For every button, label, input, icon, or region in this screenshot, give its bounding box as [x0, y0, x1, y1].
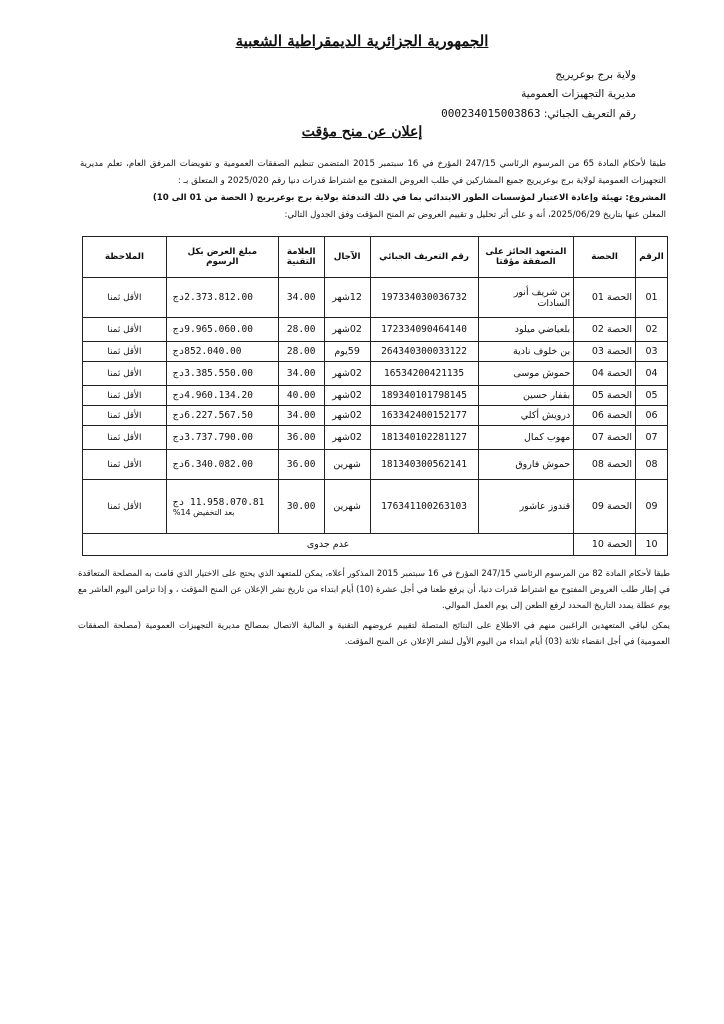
cell-number: 01: [636, 278, 668, 318]
cell-fiscal-id: 264340300033122: [370, 342, 478, 362]
fiscal-id-number: 000234015003863: [441, 107, 541, 120]
cell-offer-amount: [166, 426, 278, 450]
cell-offer-amount: [166, 318, 278, 342]
cell-contractor: بلعياضي ميلود: [478, 318, 574, 342]
cell-number: 08: [636, 450, 668, 480]
offer-amount-value: 4.960.134.20دج: [172, 390, 253, 401]
cell-contractor: حموش فاروق: [478, 450, 574, 480]
cell-fiscal-id: 172334090464140: [370, 318, 478, 342]
table-row: [83, 362, 668, 386]
offer-amount-value: 852.040.00دج: [172, 346, 242, 357]
cell-remark: الأقل ثمنا: [83, 278, 167, 318]
cell-deadline: 59يوم: [324, 342, 370, 362]
cell-lot: الحصة 03: [574, 342, 636, 362]
cell-technical-score: 36.00: [278, 450, 324, 480]
table-row: [83, 480, 668, 534]
republic-heading: الجمهورية الجزائرية الديمقراطية الشعبية: [235, 32, 489, 50]
cell-remark: الأقل ثمنا: [83, 426, 167, 450]
cell-deadline: شهرين: [324, 450, 370, 480]
cell-fiscal-id: 181340300562141: [370, 450, 478, 480]
header-deadline: الآجال: [324, 237, 370, 278]
project-line: المشروع: تهيئة وإعادة الاعتبار لمؤسسات الطور الابتدائي بما في ذلك التدفئة بولاية برج بوعريريج ( الحصة من 01 الى 10): [152, 193, 666, 203]
header-contractor: المتعهد الحائز على الصفقة مؤقتا: [478, 237, 574, 278]
appeal-paragraph: طبقا لأحكام المادة 82 من المرسوم الرئاسي 247/15 المؤرخ في 16 سبتمبر 2015 المذكور أعلاه، يمكن للمتعهد الذي يحتج على الاختيار الذي قامت به المصلحة المتعاقدة في إطار طلب العروض المفتوح مع اشتراط قدرات دنيا، أن يرفع طعنا في أجل عشرة (10) أيام ابتداء من تاريخ نشر الإعلان عن المنح المؤقت ، و إذا تزامن اليوم العاشر مع يوم عطلة يمدد التاريخ المحدد لرفع الطعن إلى يوم العمل الموالي.: [78, 568, 670, 610]
cell-contractor: بقفار حسين: [478, 386, 574, 406]
cell-lot: الحصة 10: [574, 534, 636, 556]
cell-offer-amount: [166, 278, 278, 318]
table-row: [83, 426, 668, 450]
cell-contractor: قندوز عاشور: [478, 480, 574, 534]
fiscal-id-label: رقم التعريف الجبائي:: [543, 108, 636, 120]
cell-deadline: 02شهر: [324, 386, 370, 406]
cell-remark: الأقل ثمنا: [83, 342, 167, 362]
offer-amount-value: 6.227.567.50دج: [172, 410, 253, 421]
cell-remark: الأقل ثمنا: [83, 362, 167, 386]
cell-number: 04: [636, 362, 668, 386]
offer-amount-value: 9.965.060.00دج: [172, 324, 253, 335]
wilaya-line: ولاية برج بوعريريج: [555, 69, 636, 81]
table-row: [83, 386, 668, 406]
cell-fiscal-id: 197334030036732: [370, 278, 478, 318]
cell-deadline: 02شهر: [324, 426, 370, 450]
cell-remark: الأقل ثمنا: [83, 318, 167, 342]
cell-fiscal-id: 176341100263103: [370, 480, 478, 534]
table-row: [83, 318, 668, 342]
cell-deadline: 12شهر: [324, 278, 370, 318]
cell-technical-score: 36.00: [278, 426, 324, 450]
cell-technical-score: 34.00: [278, 278, 324, 318]
cell-lot: الحصة 08: [574, 450, 636, 480]
cell-technical-score: 34.00: [278, 362, 324, 386]
cell-remark: الأقل ثمنا: [83, 450, 167, 480]
header-offer-amount: مبلغ العرض بكل الرسوم: [166, 237, 278, 278]
cell-contractor: مهوب كمال: [478, 426, 574, 450]
cell-number: 10: [636, 534, 668, 556]
offer-amount-value: 11.958.070.81 دج: [172, 496, 265, 508]
table-header-row: [83, 237, 668, 278]
cell-offer-amount: [166, 362, 278, 386]
table-row: [83, 406, 668, 426]
cell-fiscal-id: 189340101798145: [370, 386, 478, 406]
cell-offer-amount: [166, 406, 278, 426]
cell-technical-score: 40.00: [278, 386, 324, 406]
header-remark: الملاحظة: [83, 237, 167, 278]
cell-offer-amount: [166, 342, 278, 362]
cell-lot: الحصة 01: [574, 278, 636, 318]
cell-number: 05: [636, 386, 668, 406]
cell-technical-score: 28.00: [278, 318, 324, 342]
issuer-block: [376, 66, 636, 124]
cell-unsuccessful: عدم جدوى: [83, 534, 574, 556]
offer-amount-value: 3.737.790.00دج: [172, 432, 253, 443]
cell-contractor: بن شريف أنور السادات: [478, 278, 574, 318]
cell-offer-amount: [166, 480, 278, 534]
cell-deadline: 02شهر: [324, 362, 370, 386]
announcement-title: إعلان عن منح مؤقت: [301, 124, 423, 140]
header-lot: الحصة: [574, 237, 636, 278]
cell-number: 07: [636, 426, 668, 450]
intro-paragraph-2: المعلن عنها بتاريخ 2025/06/29، أنه و على أثر تحليل و تقييم العروض تم المنح المؤقت وفق الجدول التالي:: [284, 210, 666, 220]
offer-amount-value: 2.373.812.00دج: [172, 292, 253, 303]
cell-fiscal-id: 181340102281127: [370, 426, 478, 450]
footer-text: [78, 565, 670, 653]
cell-lot: الحصة 06: [574, 406, 636, 426]
cell-lot: الحصة 07: [574, 426, 636, 450]
cell-number: 06: [636, 406, 668, 426]
cell-deadline: شهرين: [324, 480, 370, 534]
cell-technical-score: 30.00: [278, 480, 324, 534]
cell-technical-score: 28.00: [278, 342, 324, 362]
header-technical-score: العلامة التقنية: [278, 237, 324, 278]
intro-text: [80, 156, 666, 224]
table-row: [83, 450, 668, 480]
cell-contractor: حموش موسى: [478, 362, 574, 386]
header-fiscal-id: رقم التعريف الجبائي: [370, 237, 478, 278]
header-number: الرقم: [636, 237, 668, 278]
cell-offer-amount: [166, 450, 278, 480]
consultation-paragraph: يمكن لباقي المتعهدين الراغبين منهم في الاطلاع على النتائج المتصلة لتقييم عروضهم التقنية و المالية الاتصال بمصالح مديرية التجهيزات العمومية (مصلحة الصفقات العمومية) في أجل انقضاء ثلاثة (03) أيام ابتداء من اليوم الأول لنشر الإعلان عن المنح المؤقت.: [78, 620, 670, 646]
cell-number: 09: [636, 480, 668, 534]
intro-paragraph-1: طبقا لأحكام المادة 65 من المرسوم الرئاسي 247/15 المؤرخ في 16 سبتمبر 2015 المتضمن تنظيم الصفقات العمومية و تفويضات المرفق العام، تعلم مديرية التجهيزات العمومية لولاية برج بوعريريج جميع المشاركين في طلب العروض المفتوح مع اشتراط قدرات دنيا رقم 2025/020 و المتعلق بـ :: [80, 159, 667, 186]
cell-deadline: 02شهر: [324, 318, 370, 342]
cell-deadline: 02شهر: [324, 406, 370, 426]
cell-contractor: بن خلوف نادية: [478, 342, 574, 362]
table-row-lot-10: [83, 534, 668, 556]
fiscal-id-line: [376, 104, 636, 124]
cell-lot: الحصة 04: [574, 362, 636, 386]
cell-lot: الحصة 02: [574, 318, 636, 342]
cell-number: 02: [636, 318, 668, 342]
cell-technical-score: 34.00: [278, 406, 324, 426]
cell-lot: الحصة 05: [574, 386, 636, 406]
cell-remark: الأقل ثمنا: [83, 406, 167, 426]
cell-contractor: درويش أكلي: [478, 406, 574, 426]
award-table: [82, 236, 668, 556]
cell-fiscal-id: 163342400152177: [370, 406, 478, 426]
table-row: [83, 278, 668, 318]
cell-remark: الأقل ثمنا: [83, 386, 167, 406]
offer-amount-value: 6.340.082.00دج: [172, 459, 253, 470]
cell-lot: الحصة 09: [574, 480, 636, 534]
cell-remark: الأقل ثمنا: [83, 480, 167, 534]
cell-offer-amount: [166, 386, 278, 406]
offer-amount-value: 3.385.550.00دج: [172, 368, 253, 379]
cell-number: 03: [636, 342, 668, 362]
offer-discount-note: بعد التخفيض 14%: [172, 507, 235, 517]
directorate-line: مديرية التجهيزات العمومية: [521, 88, 636, 100]
cell-fiscal-id: 16534200421135: [370, 362, 478, 386]
table-row: [83, 342, 668, 362]
